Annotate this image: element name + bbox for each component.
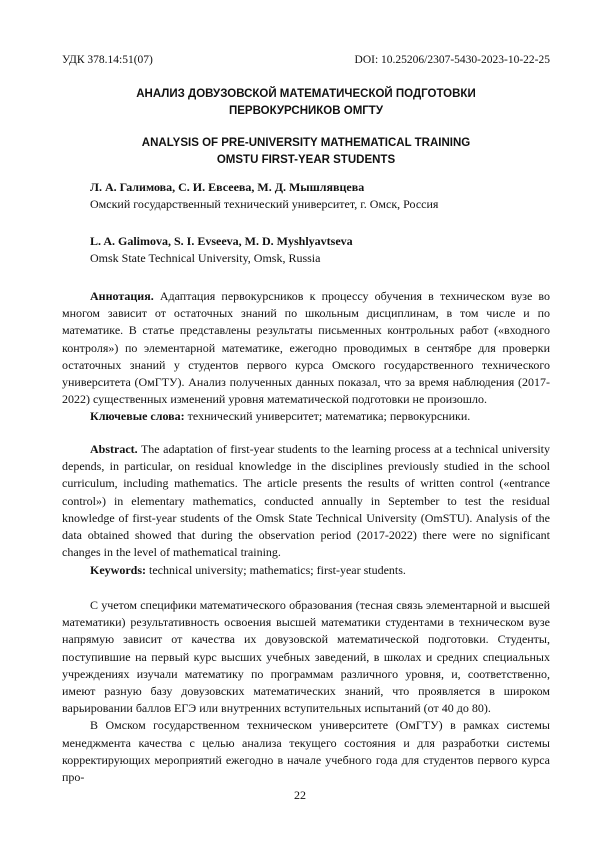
title-en-line-2: OMSTU FIRST-YEAR STUDENTS (216, 154, 396, 166)
authors-english (90, 233, 550, 267)
author-names-en: L. A. Galimova, S. I. Evseeva, M. D. Myshlyavtseva (90, 234, 353, 248)
abstract-english (62, 441, 550, 561)
page-number: 22 (294, 788, 306, 802)
title-russian (62, 86, 550, 120)
main-text (62, 597, 550, 786)
affiliation-ru: Омский государственный технический университет, г. Омск, Россия (90, 197, 439, 211)
keywords-ru-text: технический университет; математика; первокурсники. (184, 409, 471, 423)
abstract-ru-label: Аннотация. (90, 289, 154, 303)
udk-code: УДК 378.14:51(07) (62, 54, 153, 66)
title-en-line-1: ANALYSIS OF PRE-UNIVERSITY MATHEMATICAL TRAINING (141, 137, 471, 149)
abstract-russian (62, 288, 550, 408)
title-english (62, 135, 550, 169)
title-ru-line-2: ПЕРВОКУРСНИКОВ ОМГТУ (229, 105, 383, 117)
abstract-en-label: Abstract. (90, 442, 138, 456)
title-ru-line-1: АНАЛИЗ ДОВУЗОВСКОЙ МАТЕМАТИЧЕСКОЙ ПОДГОТОВКИ (136, 88, 476, 100)
paragraph-2: В Омском государственном техническом университете (ОмГТУ) в рамках системы менеджмента качества с целью анализа текущего состояния и для разработки системы корректирующих мероприятий ежегодно в начале учебного года для студентов первого курса про- (62, 718, 550, 785)
affiliation-en: Omsk State Technical University, Omsk, Russia (90, 251, 321, 265)
keywords-russian (62, 408, 550, 425)
keywords-ru-label: Ключевые слова: (90, 409, 185, 423)
page-header (62, 54, 550, 66)
doi: DOI: 10.25206/2307-5430-2023-10-22-25 (354, 54, 550, 66)
abstract-ru-text: Адаптация первокурсников к процессу обучения в техническом вузе во многом зависит от остаточных знаний по школьным дисциплинам, в том числе и по математике. В статье представлены результаты письменных контрольных работ («входного контроля») по элементарной математике, ежегодно проводимых в сентябре для проверки остаточных знаний у студентов первого курса Омского государственного технического университета (ОмГТУ). Анализ полученных данных показал, что за время наблюдения (2017-2022) существенных изменений уровня математической подготовки не произошло. (62, 289, 550, 407)
paragraph-1: С учетом специфики математического образования (тесная связь элементарной и высшей математики) результативность освоения высшей математики студентами в техническом вузе напрямую зависит от качества их довузовской математической подготовки. Студенты, поступившие на первый курс высших учебных заведений, в школах и средних специальных учреждениях изучали математику по программам различного уровня, и, соответственно, имеют разную базу довузовских математических знаний, что проявляется в широком варьировании баллов ЕГЭ или внутренних вступительных испытаний (от 40 до 80). (62, 598, 550, 716)
keywords-english (62, 562, 550, 579)
author-names-ru: Л. А. Галимова, С. И. Евсеева, М. Д. Мышлявцева (90, 180, 365, 194)
authors-russian (90, 179, 550, 213)
abstract-en-text: The adaptation of first-year students to the learning process at a technical university depends, in particular, on residual knowledge in the disciplines previously studied in the school curriculum, including mathematics. The article presents the results of written control («entrance control») in elementary mathematics, conducted annually in September to test the residual knowledge of first-year students of the Omsk State Technical University (OmSTU). Analysis of the data obtained showed that during the observation period (2017-2022) there were no significant changes in the level of mathematical training. (62, 442, 550, 560)
keywords-en-text: technical university; mathematics; first-year students. (146, 563, 406, 577)
keywords-en-label: Keywords: (90, 563, 146, 577)
